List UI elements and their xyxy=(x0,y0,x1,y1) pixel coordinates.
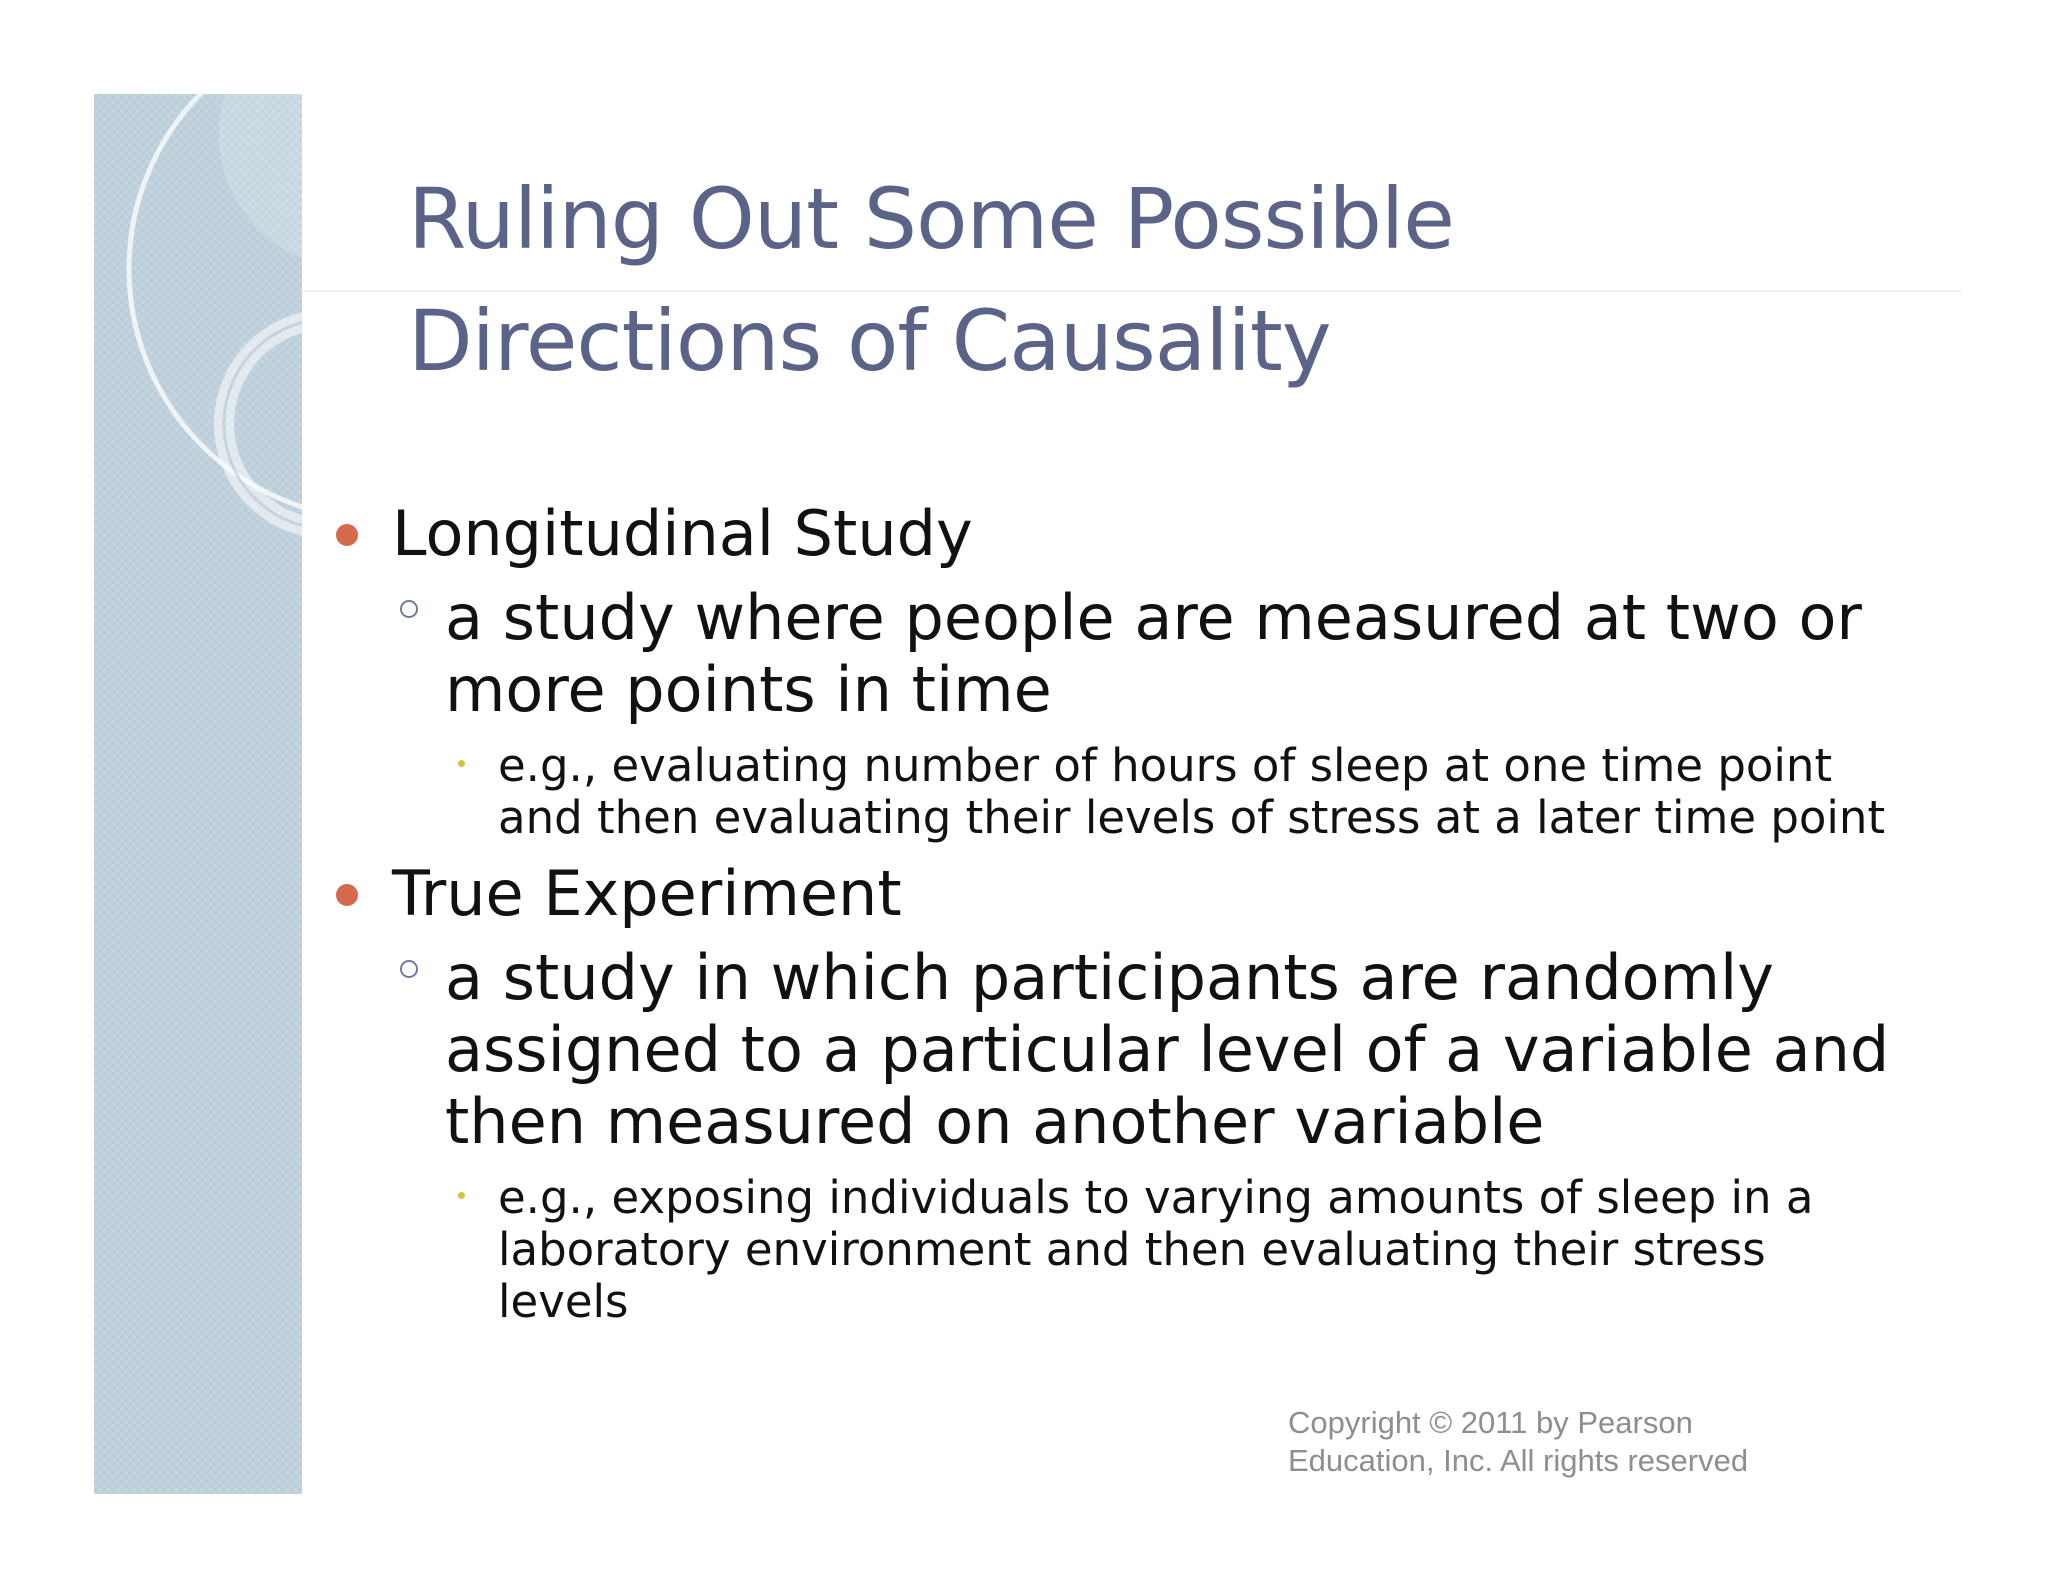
side-decoration-panel xyxy=(94,94,302,1494)
bullet-longitudinal-study xyxy=(330,494,1890,574)
sub-bullet-definition xyxy=(330,582,1890,726)
bullet-label: True Experiment xyxy=(392,857,902,930)
example-text: e.g., evaluating number of hours of sleep at one time point and then evaluating their levels of stress at a later time point xyxy=(498,739,1886,844)
example-bullet xyxy=(330,1172,1890,1328)
primary-bullet-icon xyxy=(336,884,358,906)
sub-bullet-text: a study where people are measured at two or more points in time xyxy=(445,581,1862,726)
sub-bullet-text: a study in which participants are randomly assigned to a particular level of a variable and then measured on another variable xyxy=(445,941,1890,1158)
secondary-bullet-icon xyxy=(400,600,418,618)
sub-bullet-definition xyxy=(330,942,1890,1158)
title-line-1: Ruling Out Some Possible xyxy=(408,170,1454,268)
slide-body xyxy=(330,494,1890,1328)
title-line-2: Directions of Causality xyxy=(408,292,1331,390)
copyright-line-2: Education, Inc. All rights reserved xyxy=(1288,1443,1749,1478)
example-bullet xyxy=(330,740,1890,844)
slide-title xyxy=(408,158,1858,402)
copyright-notice xyxy=(1288,1404,1848,1480)
primary-bullet-icon xyxy=(336,524,358,546)
secondary-bullet-icon xyxy=(400,960,418,978)
tertiary-bullet-icon xyxy=(458,760,465,767)
bullet-label: Longitudinal Study xyxy=(392,497,973,570)
bullet-true-experiment xyxy=(330,854,1890,934)
tertiary-bullet-icon xyxy=(458,1192,465,1199)
copyright-line-1: Copyright © 2011 by Pearson xyxy=(1288,1405,1693,1440)
example-text: e.g., exposing individuals to varying amounts of sleep in a laboratory environment and then evaluating their stress levels xyxy=(498,1171,1814,1328)
circle-arcs-icon xyxy=(94,94,302,1494)
